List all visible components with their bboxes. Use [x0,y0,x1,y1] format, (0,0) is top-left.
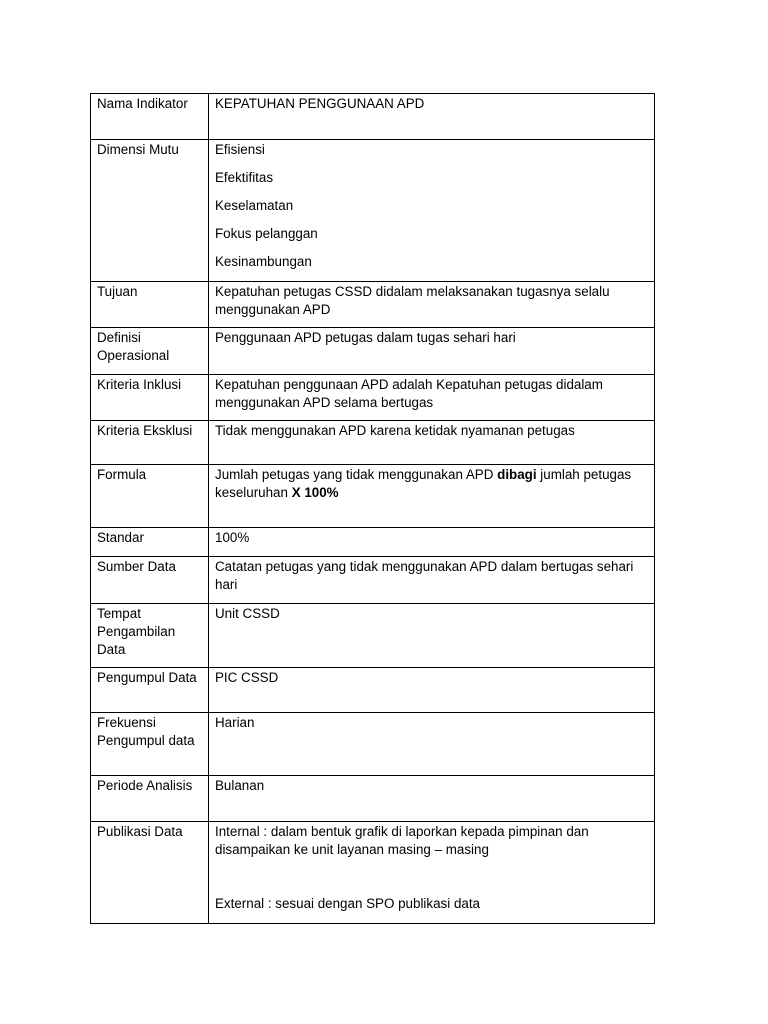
publication-external: External : sesuai dengan SPO publikasi data [215,896,481,911]
table-row [91,94,655,140]
formula-text: jumlah petugas keseluruhan [215,467,632,500]
row-value: Penggunaan APD petugas dalam tugas sehari hari [209,328,655,375]
list-item: Efisiensi [215,142,265,157]
table-row [91,713,655,776]
table-row [91,421,655,465]
row-value: PIC CSSD [209,668,655,713]
row-label: Tujuan [91,282,209,328]
list-item: Efektifitas [215,170,274,185]
table-row [91,528,655,557]
row-label: Dimensi Mutu [91,140,209,282]
table-row [91,282,655,328]
row-value: Kepatuhan penggunaan APD adalah Kepatuhan petugas didalam menggunakan APD selama bertugas [209,375,655,421]
table-row [91,822,655,924]
row-label: Periode Analisis [91,776,209,822]
table-row [91,604,655,668]
formula-multiplier: X 100% [291,485,339,500]
list-item: Keselamatan [215,198,294,213]
row-label: Pengumpul Data [91,668,209,713]
table-row [91,375,655,421]
row-value: Catatan petugas yang tidak menggunakan APD dalam bertugas sehari hari [209,557,655,604]
row-label: Sumber Data [91,557,209,604]
table-row [91,557,655,604]
row-value: Unit CSSD [209,604,655,668]
table-row [91,776,655,822]
formula-text: Jumlah petugas yang tidak menggunakan APD [215,467,498,482]
row-value: Harian [209,713,655,776]
row-label: Standar [91,528,209,557]
table-row [91,328,655,375]
row-label: Formula [91,465,209,528]
row-value: Kepatuhan petugas CSSD didalam melaksanakan tugasnya selalu menggunakan APD [209,282,655,328]
formula-value [209,465,655,528]
table-row [91,140,655,282]
table-row [91,668,655,713]
dimension-list [209,140,655,282]
row-label: Nama Indikator [91,94,209,140]
spacer [215,859,648,895]
formula-operator: dibagi [497,467,537,482]
indicator-table [90,93,655,924]
publication-value [209,822,655,924]
row-label: Publikasi Data [91,822,209,924]
row-value: Tidak menggunakan APD karena ketidak nyamanan petugas [209,421,655,465]
table-row [91,465,655,528]
publication-internal: Internal : dalam bentuk grafik di laporkan kepada pimpinan dan disampaikan ke unit layanan masing – masing [215,824,589,857]
list-item: Fokus pelanggan [215,226,318,241]
row-label: Kriteria Inklusi [91,375,209,421]
row-value: KEPATUHAN PENGGUNAAN APD [209,94,655,140]
row-label: Tempat Pengambilan Data [91,604,209,668]
row-value: Bulanan [209,776,655,822]
row-label: Frekuensi Pengumpul data [91,713,209,776]
list-item: Kesinambungan [215,254,312,269]
row-label: Definisi Operasional [91,328,209,375]
row-value: 100% [209,528,655,557]
row-label: Kriteria Eksklusi [91,421,209,465]
